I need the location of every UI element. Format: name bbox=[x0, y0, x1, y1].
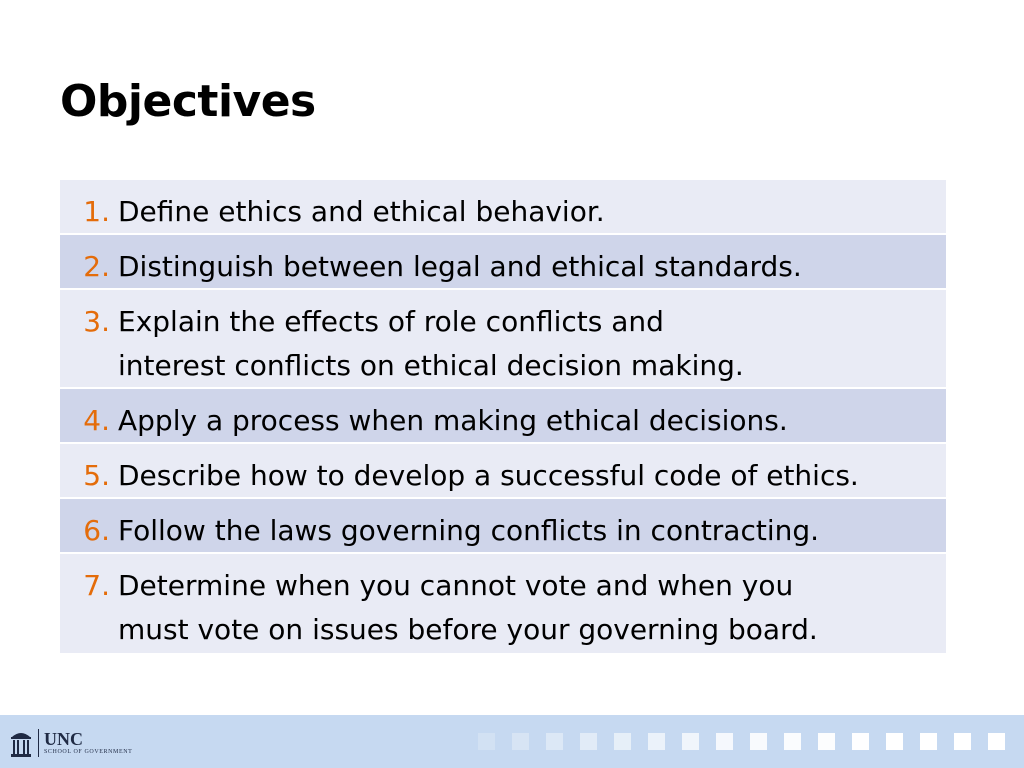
objective-row bbox=[60, 180, 946, 235]
logo-subtitle: SCHOOL OF GOVERNMENT bbox=[44, 748, 133, 755]
decorative-squares bbox=[478, 733, 1022, 750]
decorative-square bbox=[954, 733, 971, 750]
decorative-square bbox=[546, 733, 563, 750]
objective-row bbox=[60, 444, 946, 499]
objective-text-line: interest conflicts on ethical decision making. bbox=[118, 349, 744, 382]
objective-text-line: Describe how to develop a successful code of ethics. bbox=[118, 459, 859, 492]
objective-text bbox=[110, 300, 946, 388]
objective-number: 7. bbox=[83, 569, 110, 602]
decorative-square bbox=[988, 733, 1005, 750]
objective-row bbox=[60, 554, 946, 653]
objective-text bbox=[110, 509, 946, 553]
objective-row bbox=[60, 235, 946, 290]
decorative-square bbox=[512, 733, 529, 750]
objectives-table bbox=[60, 180, 946, 653]
objective-text-line: Apply a process when making ethical decisions. bbox=[118, 404, 788, 437]
objective-text bbox=[110, 190, 946, 234]
decorative-square bbox=[716, 733, 733, 750]
objective-number: 2. bbox=[83, 250, 110, 283]
footer-band bbox=[0, 715, 1024, 768]
decorative-square bbox=[818, 733, 835, 750]
decorative-square bbox=[614, 733, 631, 750]
objective-text-line: Follow the laws governing conflicts in contracting. bbox=[118, 514, 820, 547]
objective-text-line: Distinguish between legal and ethical standards. bbox=[118, 250, 802, 283]
slide-title: Objectives bbox=[60, 76, 316, 127]
objective-row bbox=[60, 290, 946, 389]
objective-text bbox=[110, 245, 946, 289]
decorative-square bbox=[852, 733, 869, 750]
objective-text bbox=[110, 399, 946, 443]
logo-divider bbox=[38, 729, 39, 757]
decorative-square bbox=[920, 733, 937, 750]
objective-number: 3. bbox=[83, 305, 110, 338]
objective-text-line: Define ethics and ethical behavior. bbox=[118, 195, 605, 228]
decorative-square bbox=[478, 733, 495, 750]
objective-row bbox=[60, 389, 946, 444]
objective-row bbox=[60, 499, 946, 554]
objective-text-line: Determine when you cannot vote and when you bbox=[118, 569, 794, 602]
objective-text-line: Explain the effects of role conflicts and bbox=[118, 305, 664, 338]
decorative-square bbox=[784, 733, 801, 750]
logo-name: UNC bbox=[44, 728, 83, 749]
old-well-icon bbox=[10, 728, 32, 758]
decorative-square bbox=[648, 733, 665, 750]
objective-number: 1. bbox=[83, 195, 110, 228]
objective-text bbox=[110, 564, 946, 652]
decorative-square bbox=[682, 733, 699, 750]
logo-text bbox=[44, 730, 132, 757]
objective-number: 6. bbox=[83, 514, 110, 547]
decorative-square bbox=[580, 733, 597, 750]
objective-number: 5. bbox=[83, 459, 110, 492]
objective-text-line: must vote on issues before your governing board. bbox=[118, 613, 818, 646]
objective-text bbox=[110, 454, 946, 498]
unc-logo bbox=[10, 727, 132, 759]
objective-number: 4. bbox=[83, 404, 110, 437]
decorative-square bbox=[886, 733, 903, 750]
decorative-square bbox=[750, 733, 767, 750]
